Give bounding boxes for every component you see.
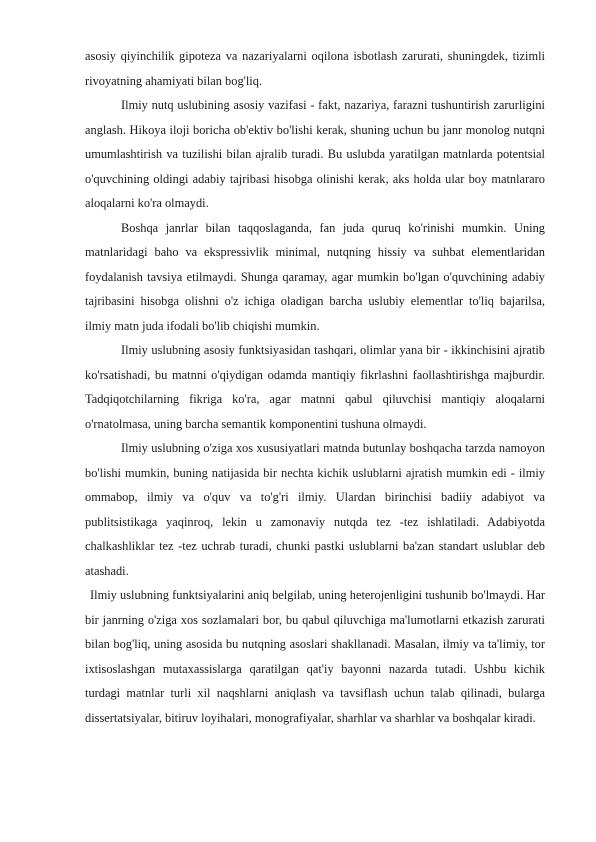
- paragraph-substyles: Ilmiy uslubning o'ziga xos xususiyatlari matnda butunlay boshqacha tarzda namoyon bo'lishi mumkin, buning natijasida bir nechta kichik uslublarni ajratish mumkin edi - ilmiy ommabop, ilmiy va o'quv va to'g'ri ilmiy. Ulardan birinchisi badiiy adabiyot va publitsistikaga yaqinroq, lekin u zamonaviy nutqda tez -tez ishlatiladi. Adabiyotda chalkashliklar tez -tez uchrab turadi, chunki pastki uslublarni ba'zan standart uslublar deb atashadi.: [85, 441, 545, 578]
- paragraph-second-function: Ilmiy uslubning asosiy funktsiyasidan tashqari, olimlar yana bir - ikkinchisini ajratib ko'rsatishadi, bu matnni o'qiydigan odamda mantiqiy fikrlashni faollashtirishga majburdir. Tadqiqotchilarning fikriga ko'ra, agar matnni qabul qiluvchisi mantiqiy aloqalarni o'rnatolmasa, uning barcha semantik komponentini tushuna olmaydi.: [85, 343, 545, 431]
- paragraph-main-function: Ilmiy nutq uslubining asosiy vazifasi - fakt, nazariya, farazni tushuntirish zarurligini anglash. Hikoya iloji boricha ob'ektiv bo'lishi kerak, shuning uchun bu janr monolog nutqni umumlashtirish va tuzilishi bilan ajralib turadi. Bu uslubda yaratilgan matnlarda potentsial o'quvchining oldingi adabiy tajribasi hisobga olinishi kerak, aks holda ular boy matnlararo aloqalarni ko'ra olmaydi.: [85, 98, 545, 210]
- paragraph-comparison-genres: Boshqa janrlar bilan taqqoslaganda, fan juda quruq ko'rinishi mumkin. Uning matnlaridagi baho va ekspressivlik minimal, nutqning hissiy va suhbat elementlaridan foydalanish tavsiya etilmaydi. Shunga qaramay, agar mumkin bo'lgan o'quvchining adabiy tajribasini hisobga olishni o'z ichiga oladigan barcha uslubiy elementlar to'liq bajarilsa, ilmiy matn juda ifodali bo'lib chiqishi mumkin.: [85, 220, 545, 333]
- paragraph-heterogeneity: Ilmiy uslubning funktsiyalarini aniq belgilab, uning heterojenligini tushunib bo'lmaydi. Har bir janrning o'ziga xos sozlamalari bor, bu qabul qiluvchiga ma'lumotlarni etkazish zarurati bilan bog'liq, uning asosida bu nutqning asoslari shakllanadi. Masalan, ilmiy va ta'limiy, tor ixtisoslashgan mutaxassislarga qaratilgan qat'iy bayonni nazarda tutadi. Ushbu kichik turdagi matnlar turli xil naqshlarni aniqlash va tavsiflash uchun talab qilinadi, bularga dissertatsiyalar, bitiruv loyihalari, monografiyalar, sharhlar va sharhlar va boshqalar kiradi.: [85, 588, 545, 725]
- document-body: [85, 44, 545, 730]
- paragraph-intro-continuation: asosiy qiyinchilik gipoteza va nazariyalarni oqilona isbotlash zarurati, shuningdek, tizimli rivoyatning ahamiyati bilan bog'liq.: [85, 49, 545, 88]
